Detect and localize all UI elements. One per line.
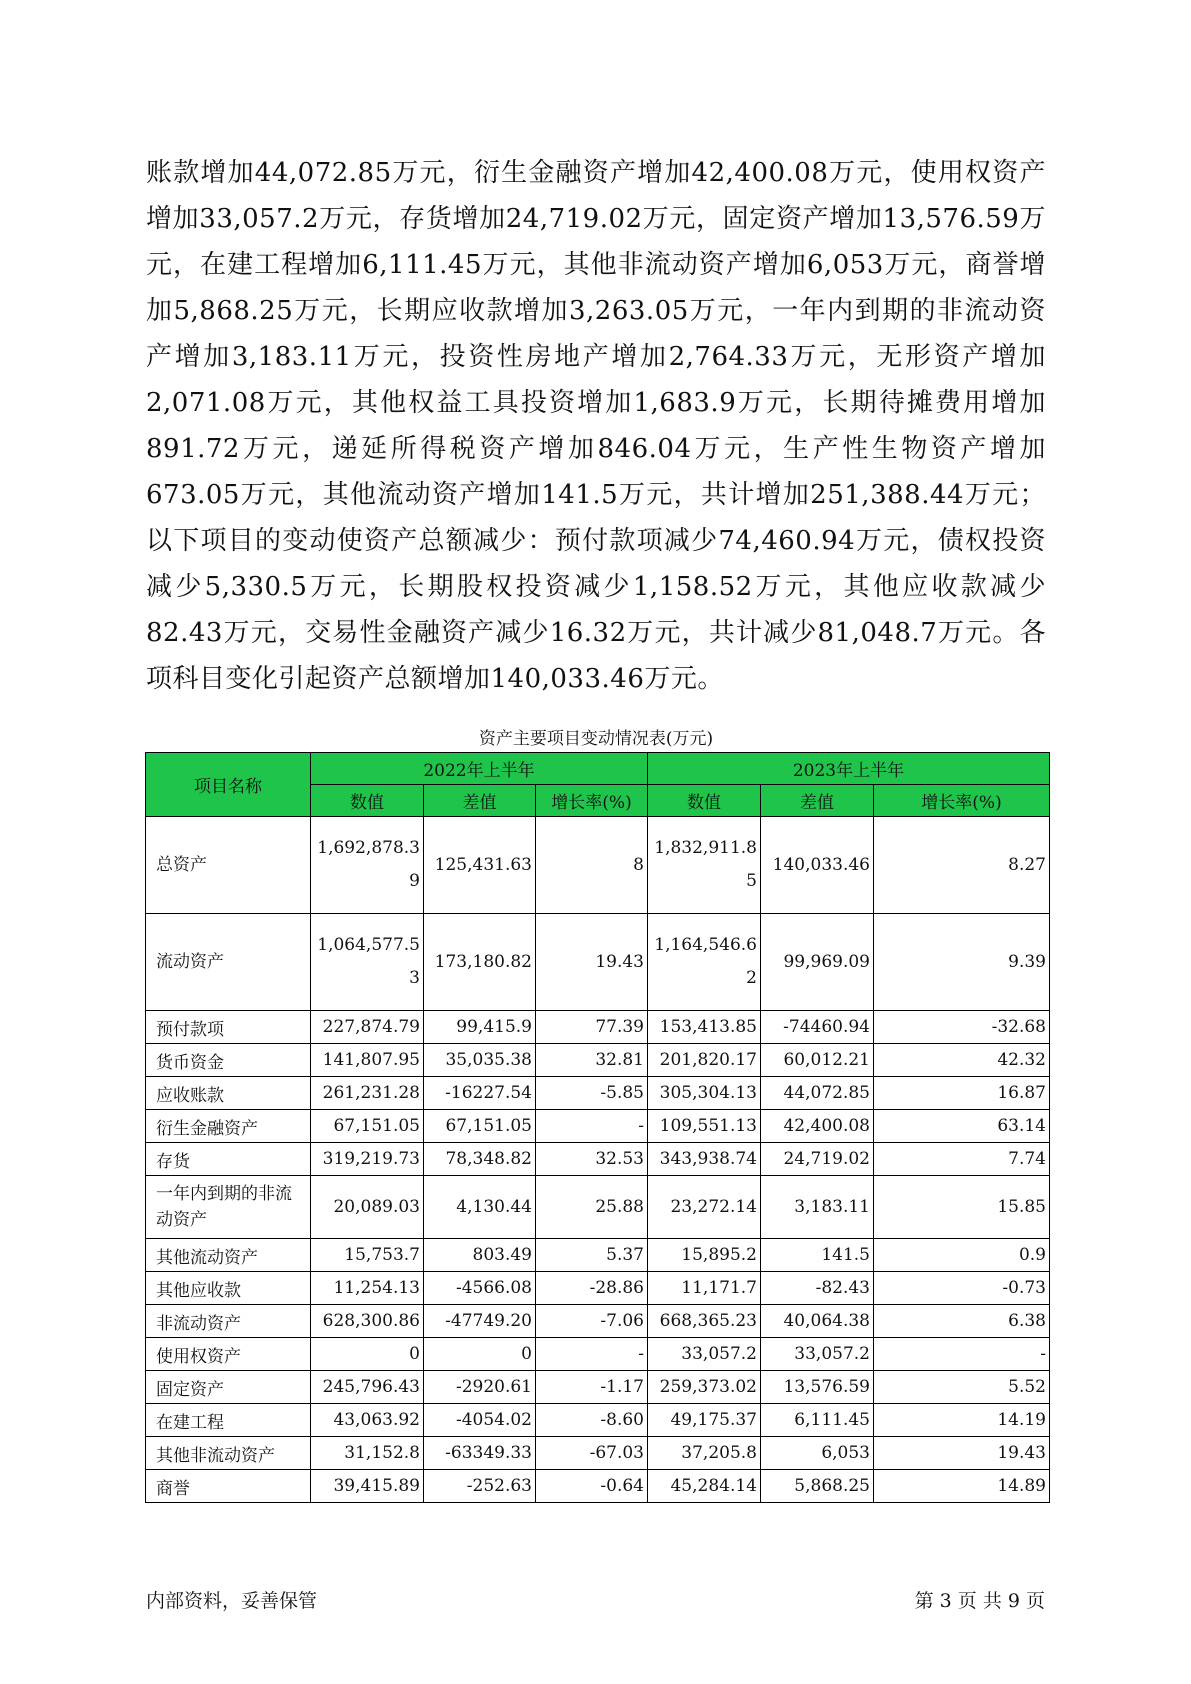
header-diff-2023: 差值: [761, 785, 874, 817]
cell-diff-2023: 13,576.59: [761, 1371, 874, 1404]
cell-diff-2023: 44,072.85: [761, 1077, 874, 1110]
cell-value-2023: 1,832,911.85: [648, 817, 761, 914]
row-item-name: 固定资产: [146, 1371, 311, 1404]
cell-growth-2022: -67.03: [536, 1437, 648, 1470]
cell-growth-2022: 77.39: [536, 1011, 648, 1044]
cell-diff-2022: -2920.61: [424, 1371, 536, 1404]
row-item-name: 应收账款: [146, 1077, 311, 1110]
row-item-name: 其他流动资产: [146, 1239, 311, 1272]
table-row: [146, 914, 1050, 1011]
cell-diff-2022: -252.63: [424, 1470, 536, 1503]
cell-growth-2023: 7.74: [874, 1143, 1050, 1176]
row-item-name: 衍生金融资产: [146, 1110, 311, 1143]
cell-growth-2023: 8.27: [874, 817, 1050, 914]
cell-value-2023: 343,938.74: [648, 1143, 761, 1176]
cell-diff-2023: 40,064.38: [761, 1305, 874, 1338]
cell-growth-2023: 63.14: [874, 1110, 1050, 1143]
cell-diff-2023: -74460.94: [761, 1011, 874, 1044]
cell-diff-2023: 33,057.2: [761, 1338, 874, 1371]
cell-growth-2023: 14.89: [874, 1470, 1050, 1503]
table-row: [146, 1110, 1050, 1143]
cell-diff-2023: 60,012.21: [761, 1044, 874, 1077]
row-item-name: 非流动资产: [146, 1305, 311, 1338]
cell-growth-2023: 19.43: [874, 1437, 1050, 1470]
cell-diff-2023: 141.5: [761, 1239, 874, 1272]
cell-diff-2022: -4054.02: [424, 1404, 536, 1437]
cell-value-2022: 67,151.05: [311, 1110, 424, 1143]
table-row: [146, 1404, 1050, 1437]
cell-diff-2022: -4566.08: [424, 1272, 536, 1305]
cell-growth-2022: 5.37: [536, 1239, 648, 1272]
table-caption: 资产主要项目变动情况表(万元): [478, 729, 714, 749]
cell-diff-2022: 67,151.05: [424, 1110, 536, 1143]
header-value-2022: 数值: [311, 785, 424, 817]
cell-growth-2022: 32.81: [536, 1044, 648, 1077]
cell-growth-2022: -7.06: [536, 1305, 648, 1338]
header-growth-2023: 增长率(%): [874, 785, 1050, 817]
cell-value-2023: 201,820.17: [648, 1044, 761, 1077]
cell-growth-2022: -28.86: [536, 1272, 648, 1305]
cell-value-2022: 43,063.92: [311, 1404, 424, 1437]
table-row: [146, 1143, 1050, 1176]
table-row: [146, 1272, 1050, 1305]
cell-value-2023: 37,205.8: [648, 1437, 761, 1470]
table-row: [146, 1437, 1050, 1470]
cell-growth-2023: 9.39: [874, 914, 1050, 1011]
row-item-name: 流动资产: [146, 914, 311, 1011]
cell-growth-2022: -0.64: [536, 1470, 648, 1503]
cell-growth-2022: -8.60: [536, 1404, 648, 1437]
cell-diff-2023: 42,400.08: [761, 1110, 874, 1143]
cell-value-2022: 0: [311, 1338, 424, 1371]
header-period-2022: 2022年上半年: [311, 753, 648, 785]
header-value-2023: 数值: [648, 785, 761, 817]
cell-growth-2023: 42.32: [874, 1044, 1050, 1077]
table-row: [146, 1338, 1050, 1371]
cell-diff-2022: 78,348.82: [424, 1143, 536, 1176]
header-growth-2022: 增长率(%): [536, 785, 648, 817]
cell-growth-2023: -32.68: [874, 1011, 1050, 1044]
table-body: [146, 817, 1050, 1503]
cell-growth-2022: 19.43: [536, 914, 648, 1011]
cell-value-2023: 33,057.2: [648, 1338, 761, 1371]
cell-value-2022: 39,415.89: [311, 1470, 424, 1503]
cell-value-2023: 15,895.2: [648, 1239, 761, 1272]
table-row: [146, 1470, 1050, 1503]
cell-value-2023: 1,164,546.62: [648, 914, 761, 1011]
table-row: [146, 1371, 1050, 1404]
cell-value-2023: 668,365.23: [648, 1305, 761, 1338]
cell-diff-2023: 99,969.09: [761, 914, 874, 1011]
table-row: [146, 1077, 1050, 1110]
cell-growth-2022: -1.17: [536, 1371, 648, 1404]
cell-value-2023: 11,171.7: [648, 1272, 761, 1305]
cell-diff-2023: 3,183.11: [761, 1176, 874, 1239]
cell-growth-2023: 15.85: [874, 1176, 1050, 1239]
cell-growth-2023: 14.19: [874, 1404, 1050, 1437]
row-item-name: 商誉: [146, 1470, 311, 1503]
table-row: [146, 1239, 1050, 1272]
cell-growth-2023: 6.38: [874, 1305, 1050, 1338]
header-period-2023: 2023年上半年: [648, 753, 1050, 785]
row-item-name: 预付款项: [146, 1011, 311, 1044]
table-row: [146, 1176, 1050, 1239]
cell-diff-2022: -16227.54: [424, 1077, 536, 1110]
cell-value-2023: 153,413.85: [648, 1011, 761, 1044]
table-row: [146, 1305, 1050, 1338]
cell-growth-2022: 32.53: [536, 1143, 648, 1176]
cell-value-2023: 49,175.37: [648, 1404, 761, 1437]
cell-diff-2023: 140,033.46: [761, 817, 874, 914]
header-diff-2022: 差值: [424, 785, 536, 817]
cell-value-2022: 227,874.79: [311, 1011, 424, 1044]
cell-diff-2023: 6,053: [761, 1437, 874, 1470]
cell-value-2022: 31,152.8: [311, 1437, 424, 1470]
row-item-name: 使用权资产: [146, 1338, 311, 1371]
cell-value-2022: 11,254.13: [311, 1272, 424, 1305]
cell-value-2022: 15,753.7: [311, 1239, 424, 1272]
row-item-name: 其他应收款: [146, 1272, 311, 1305]
cell-diff-2022: 173,180.82: [424, 914, 536, 1011]
cell-value-2023: 23,272.14: [648, 1176, 761, 1239]
cell-diff-2022: 803.49: [424, 1239, 536, 1272]
cell-diff-2022: 35,035.38: [424, 1044, 536, 1077]
header-item-name: 项目名称: [146, 753, 311, 817]
cell-diff-2023: 6,111.45: [761, 1404, 874, 1437]
row-item-name: 存货: [146, 1143, 311, 1176]
table-row: [146, 1044, 1050, 1077]
cell-diff-2022: 125,431.63: [424, 817, 536, 914]
cell-growth-2023: 0.9: [874, 1239, 1050, 1272]
cell-growth-2023: -: [874, 1338, 1050, 1371]
cell-growth-2022: 8: [536, 817, 648, 914]
cell-growth-2023: -0.73: [874, 1272, 1050, 1305]
cell-value-2023: 45,284.14: [648, 1470, 761, 1503]
cell-value-2023: 259,373.02: [648, 1371, 761, 1404]
cell-value-2022: 1,064,577.53: [311, 914, 424, 1011]
row-item-name: 一年内到期的非流动资产: [146, 1176, 311, 1239]
footer-page-number: 第 3 页 共 9 页: [914, 1590, 1045, 1612]
cell-diff-2023: -82.43: [761, 1272, 874, 1305]
cell-diff-2023: 5,868.25: [761, 1470, 874, 1503]
cell-growth-2022: -5.85: [536, 1077, 648, 1110]
table-row: [146, 817, 1050, 914]
cell-growth-2023: 16.87: [874, 1077, 1050, 1110]
cell-growth-2023: 5.52: [874, 1371, 1050, 1404]
cell-value-2023: 109,551.13: [648, 1110, 761, 1143]
cell-growth-2022: 25.88: [536, 1176, 648, 1239]
asset-change-table: [145, 752, 1050, 1503]
cell-diff-2022: 4,130.44: [424, 1176, 536, 1239]
row-item-name: 货币资金: [146, 1044, 311, 1077]
cell-value-2022: 628,300.86: [311, 1305, 424, 1338]
cell-value-2022: 1,692,878.39: [311, 817, 424, 914]
body-text: 账款增加44,072.85万元，衍生金融资产增加42,400.08万元，使用权资产增加33,057.2万元，存货增加24,719.02万元，固定资产增加13,576.59万元，在建工程增加6,111.45万元，其他非流动资产增加6,053万元，商誉增加5,868.25万元，长期应收款增加3,263.05万元，一年内到期的非流动资产增加3,183.11万元，投资性房地产增加2,764.33万元，无形资产增加2,071.08万元，其他权益工具投资增加1,683.9万元，长期待摊费用增加891.72万元，递延所得税资产增加846.04万元，生产性生物资产增加673.05万元，其他流动资产增加141.5万元，共计增加251,388.44万元；以下项目的变动使资产总额减少：预付款项减少74,460.94万元，债权投资减少5,330.5万元，长期股权投资减少1,158.52万元，其他应收款减少82.43万元，交易性金融资产减少16.32万元，共计减少81,048.7万元。各项科目变化引起资产总额增加140,033.46万元。: [146, 158, 1046, 694]
cell-value-2022: 319,219.73: [311, 1143, 424, 1176]
cell-diff-2022: 99,415.9: [424, 1011, 536, 1044]
cell-growth-2022: -: [536, 1338, 648, 1371]
row-item-name: 在建工程: [146, 1404, 311, 1437]
table-row: [146, 1011, 1050, 1044]
cell-value-2022: 261,231.28: [311, 1077, 424, 1110]
footer-confidential-note: 内部资料，妥善保管: [146, 1590, 318, 1612]
cell-value-2022: 141,807.95: [311, 1044, 424, 1077]
body-paragraph: [146, 150, 1046, 702]
cell-growth-2022: -: [536, 1110, 648, 1143]
row-item-name: 其他非流动资产: [146, 1437, 311, 1470]
cell-value-2022: 20,089.03: [311, 1176, 424, 1239]
cell-value-2023: 305,304.13: [648, 1077, 761, 1110]
cell-value-2022: 245,796.43: [311, 1371, 424, 1404]
cell-diff-2022: 0: [424, 1338, 536, 1371]
cell-diff-2022: -63349.33: [424, 1437, 536, 1470]
row-item-name: 总资产: [146, 817, 311, 914]
cell-diff-2023: 24,719.02: [761, 1143, 874, 1176]
cell-diff-2022: -47749.20: [424, 1305, 536, 1338]
